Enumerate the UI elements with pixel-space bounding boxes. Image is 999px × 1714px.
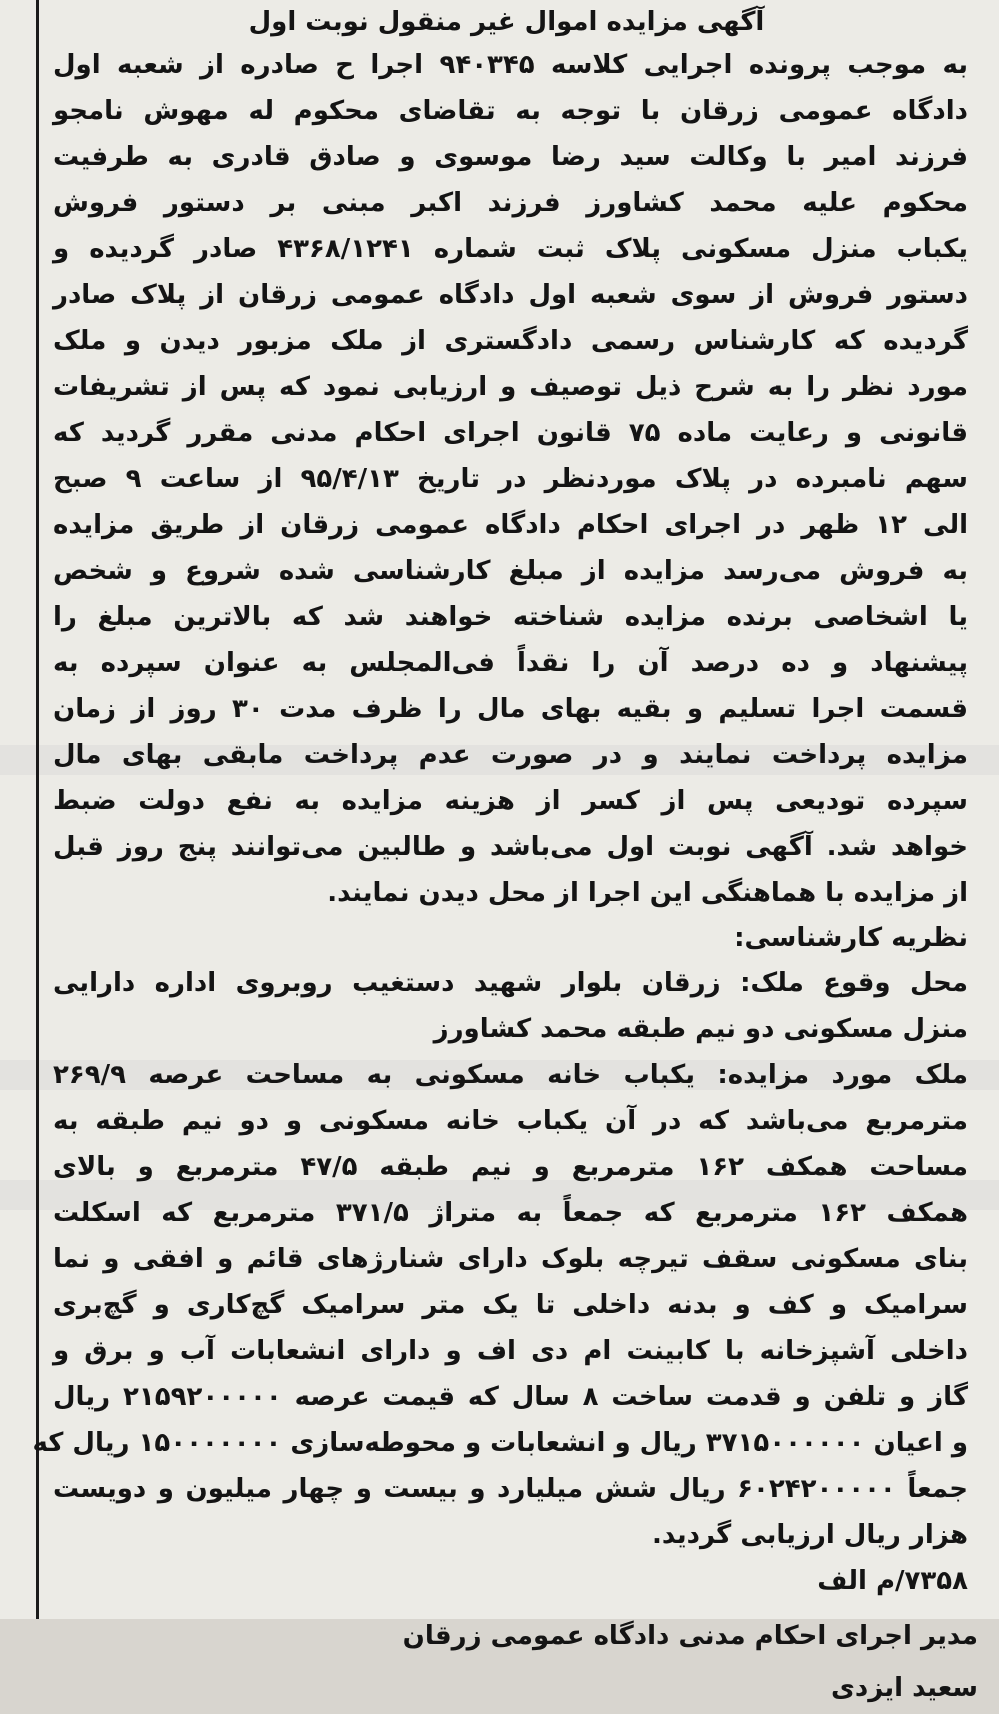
text-line: همکف ۱۶۲ مترمربع که جمعاً به متراژ ۳۷۱/۵ مترمربع که اسکلت bbox=[53, 1198, 969, 1228]
text-line: مساحت همکف ۱۶۲ مترمربع و نیم طبقه ۴۷/۵ مترمربع و بالای bbox=[53, 1152, 968, 1182]
expert-opinion-heading: نظریه کارشناسی: bbox=[734, 923, 968, 953]
text-line: منزل مسکونی دو نیم طبقه محمد کشاورز bbox=[433, 1014, 968, 1044]
text-line: سپرده تودیعی پس از کسر از هزینه مزایده به نفع دولت ضبط bbox=[53, 786, 968, 816]
text-line: فرزند امیر با وکالت سید رضا موسوی و صادق قادری به طرفیت bbox=[53, 142, 968, 172]
text-line: محکوم علیه محمد کشاورز فرزند اکبر مبنی بر دستور فروش bbox=[53, 188, 968, 218]
text-line: مترمربع می‌باشد که در آن یکباب خانه مسکونی و دو نیم طبقه به bbox=[53, 1106, 968, 1136]
text-line: داخلی آشپزخانه با کابینت ام دی اف و دارای انشعابات آب و برق و bbox=[53, 1336, 968, 1366]
text-line: هزار ریال ارزیابی گردید. bbox=[651, 1520, 968, 1550]
text-line: گاز و تلفن و قدمت ساخت ۸ سال که قیمت عرصه ۲۱۵۹۲۰۰۰۰۰ ریال bbox=[53, 1382, 968, 1412]
notice-title: آگهی مزایده اموال غیر منقول نوبت اول bbox=[248, 7, 765, 37]
text-line: گردیده که کارشناس رسمی دادگستری از ملک مزبور دیدن و ملک bbox=[53, 326, 968, 356]
text-line: ملک مورد مزایده: یکباب خانه مسکونی به مساحت عرصه ۲۶۹/۹ bbox=[53, 1060, 968, 1090]
text-line: الی ۱۲ ظهر در اجرای احکام دادگاه عمومی زرقان از طریق مزایده bbox=[53, 510, 968, 540]
text-line: سرامیک و کف و بدنه داخلی تا یک متر سرامیک گچ‌کاری و گچ‌بری bbox=[53, 1290, 968, 1320]
text-line: به فروش می‌رسد مزایده از مبلغ کارشناسی شده شروع و شخص bbox=[53, 556, 968, 586]
text-line: مزایده پرداخت نمایند و در صورت عدم پرداخت مابقی بهای مال bbox=[53, 740, 968, 770]
property-location bbox=[53, 960, 968, 1052]
text-line: پیشنهاد و ده درصد آن را نقداً فی‌المجلس به عنوان سپرده به bbox=[53, 648, 968, 678]
text-line: محل وقوع ملک: زرقان بلوار شهید دستغیب روبروی اداره دارایی bbox=[53, 968, 968, 998]
text-line: قانونی و رعایت ماده ۷۵ قانون اجرای احکام مدنی مقرر گردید که bbox=[53, 418, 968, 448]
text-line: از مزایده با هماهنگی این اجرا از محل دیدن نمایند. bbox=[327, 878, 968, 908]
reference-code: ۷۳۵۸/م الف bbox=[817, 1566, 968, 1596]
text-line: یا اشخاصی برنده مزایده شناخته خواهند شد که بالاترین مبلغ را bbox=[53, 602, 968, 632]
notice-body bbox=[32, 42, 996, 1604]
text-line: و اعیان ۳۷۱۵۰۰۰۰۰۰ ریال و انشعابات و محوطه‌سازی ۱۵۰۰۰۰۰۰۰ ریال که bbox=[32, 1428, 968, 1458]
signature-block bbox=[39, 1610, 996, 1714]
text-line: به موجب پرونده اجرایی کلاسه ۹۴۰۳۴۵ اجرا ح صادره از شعبه اول bbox=[53, 50, 968, 80]
text-line: مورد نظر را به شرح ذیل توصیف و ارزیابی نمود که پس از تشریفات bbox=[53, 372, 968, 402]
text-line: جمعاً ۶۰۲۴۲۰۰۰۰۰ ریال شش میلیارد و بیست و چهار میلیون و دویست bbox=[53, 1474, 968, 1504]
text-line: خواهد شد. آگهی نوبت اول می‌باشد و طالبین می‌توانند پنج روز قبل bbox=[53, 832, 968, 862]
text-line: قسمت اجرا تسلیم و بقیه بهای مال را ظرف مدت ۳۰ روز از زمان bbox=[53, 694, 969, 724]
text-line: یکباب منزل مسکونی پلاک ثبت شماره ۴۳۶۸/۱۲۴۱ صادر گردیده و bbox=[53, 234, 969, 264]
text-line: دادگاه عمومی زرقان با توجه به تقاضای محکوم له مهوش نامجو bbox=[53, 96, 968, 126]
signatory-title: مدیر اجرای احکام مدنی دادگاه عمومی زرقان bbox=[402, 1621, 978, 1651]
text-line: بنای مسکونی سقف تیرچه بلوک دارای شنارژهای قائم و افقی و نما bbox=[53, 1244, 968, 1274]
auction-notice bbox=[32, 0, 996, 1703]
signatory-name: سعید ایزدی bbox=[831, 1673, 978, 1703]
property-description bbox=[32, 1052, 969, 1558]
text-line: سهم نامبرده در پلاک موردنظر در تاریخ ۹۵/۴/۱۳ از ساعت ۹ صبح bbox=[53, 464, 968, 494]
text-line: دستور فروش از سوی شعبه اول دادگاه عمومی زرقان از پلاک صادر bbox=[53, 280, 968, 310]
notice-paragraph bbox=[53, 42, 968, 916]
